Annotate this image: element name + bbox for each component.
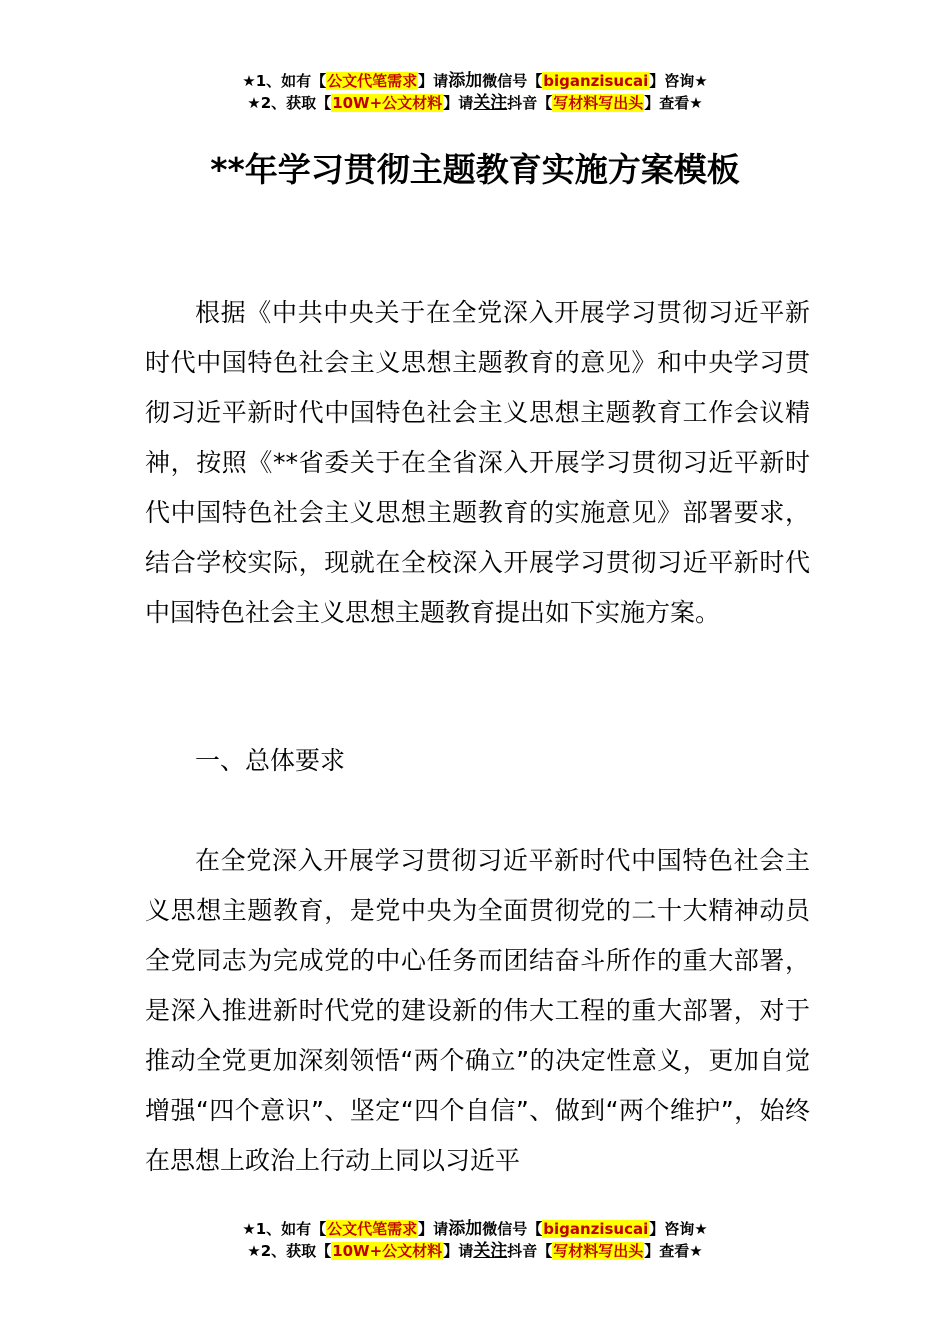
banner-text: 】咨询★ — [649, 1220, 708, 1238]
banner-emphasis: 添加 — [448, 71, 483, 91]
banner-text: 】请 — [443, 1242, 474, 1260]
banner-text: 抖音【 — [507, 1242, 553, 1260]
banner-text: ★2、获取【 — [247, 1242, 332, 1260]
banner-text: 】查看★ — [644, 94, 703, 112]
banner-text: 】请 — [418, 1220, 449, 1238]
section-heading: 一、总体要求 — [195, 746, 346, 775]
banner-text: 】请 — [443, 94, 474, 112]
banner-text: ★2、获取【 — [247, 94, 332, 112]
banner-text: 】查看★ — [644, 1242, 703, 1260]
banner-text: 】咨询★ — [649, 72, 708, 90]
banner-line-1 — [0, 1218, 950, 1240]
banner-text: ★1、如有【 — [242, 1220, 327, 1238]
banner-text: 抖音【 — [507, 94, 553, 112]
highlight-text: 10W+公文材料 — [332, 94, 443, 112]
highlight-wechat-id: biganzisucai — [543, 72, 649, 90]
section-paragraph: 在全党深入开展学习贯彻习近平新时代中国特色社会主义思想主题教育，是党中央为全面贯彻党的二十大精神动员全党同志为完成党的中心任务而团结奋斗所作的重大部署，是深入推进新时代党的建设新的伟大工程的重大部署，对于推动全党更加深刻领悟“两个确立”的决定性意义，更加自觉增强“四个意识”、坚定“四个自信”、做到“两个维护”，始终在思想上政治上行动上同以习近平 — [145, 846, 810, 1175]
banner-text: ★1、如有【 — [242, 72, 327, 90]
banner-text: 】请 — [418, 72, 449, 90]
highlight-wechat-id: biganzisucai — [543, 1220, 649, 1238]
header-banner — [0, 70, 950, 114]
banner-line-2 — [0, 92, 950, 114]
highlight-douyin-id: 写材料写出头 — [553, 1242, 644, 1260]
section-1-body — [145, 836, 810, 1186]
footer-banner — [0, 1218, 950, 1262]
intro-block — [145, 288, 810, 638]
section-1-heading-block — [145, 736, 810, 786]
highlight-text: 10W+公文材料 — [332, 1242, 443, 1260]
banner-emphasis: 添加 — [448, 1219, 483, 1239]
highlight-text: 公文代笔需求 — [327, 72, 418, 90]
document-title: **年学习贯彻主题教育实施方案模板 — [210, 150, 740, 189]
banner-line-2 — [0, 1240, 950, 1262]
banner-text: 微信号【 — [482, 72, 543, 90]
intro-paragraph: 根据《中共中央关于在全党深入开展学习贯彻习近平新时代中国特色社会主义思想主题教育的意见》和中央学习贯彻习近平新时代中国特色社会主义思想主题教育工作会议精神，按照《**省委关于在全省深入开展学习贯彻习近平新时代中国特色社会主义思想主题教育的实施意见》部署要求，结合学校实际，现就在全校深入开展学习贯彻习近平新时代中国特色社会主义思想主题教育提出如下实施方案。 — [145, 298, 810, 627]
banner-text: 微信号【 — [482, 1220, 543, 1238]
highlight-text: 公文代笔需求 — [327, 1220, 418, 1238]
banner-line-1 — [0, 70, 950, 92]
highlight-douyin-id: 写材料写出头 — [553, 94, 644, 112]
banner-emphasis: 关注 — [473, 1241, 508, 1261]
banner-emphasis: 关注 — [473, 93, 508, 113]
